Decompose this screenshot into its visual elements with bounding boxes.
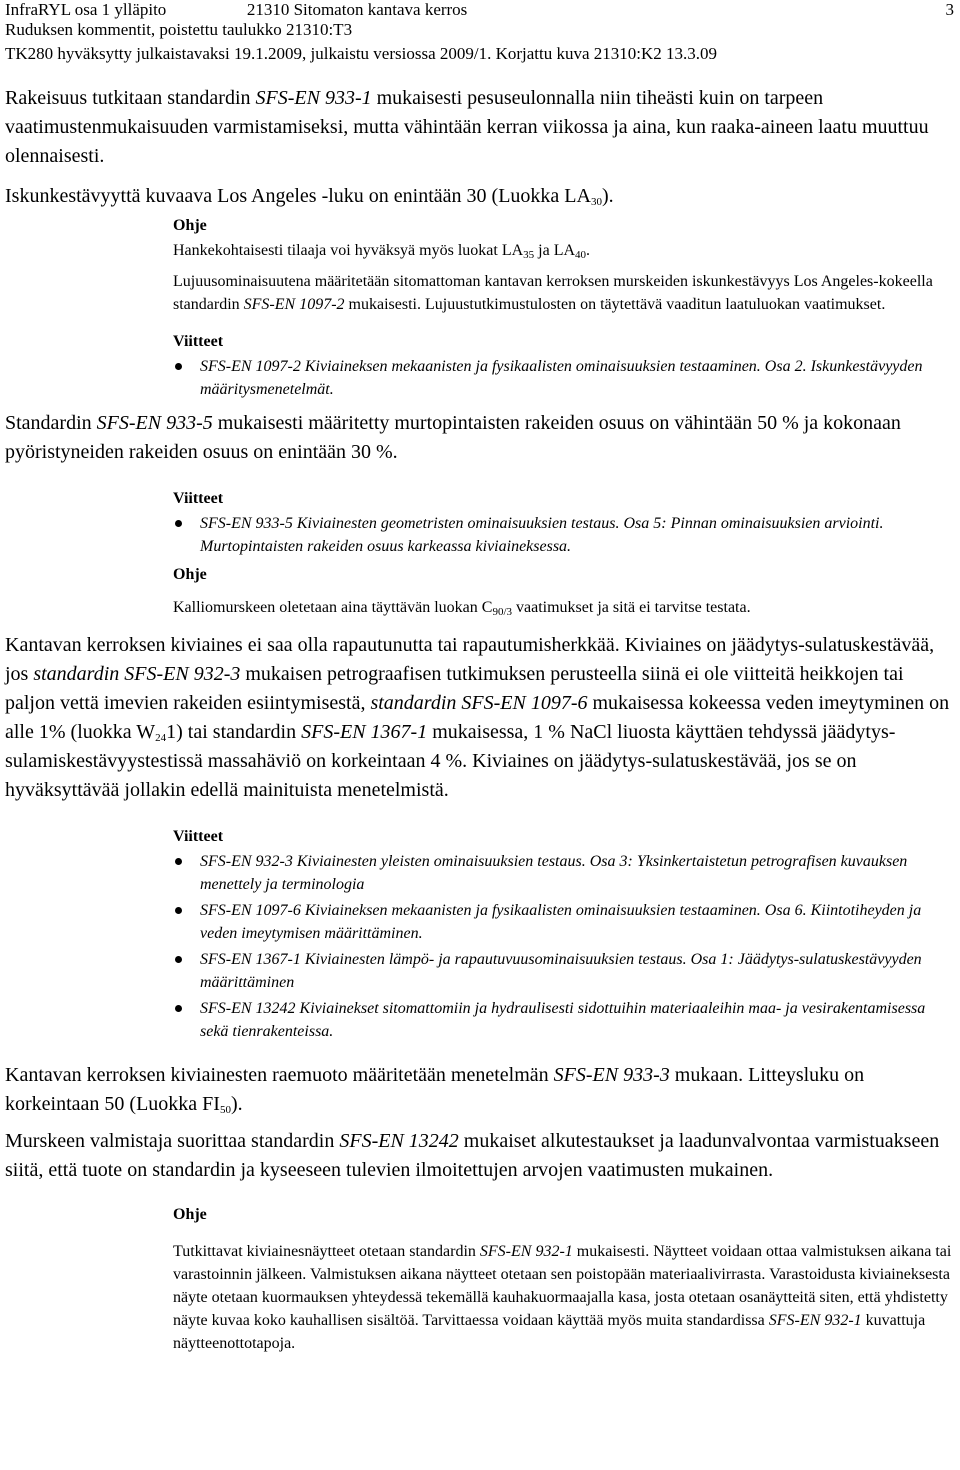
bullet-icon	[175, 363, 182, 370]
note-block-1	[173, 214, 955, 353]
paragraph-weathering: Kantavan kerroksen kiviaines ei saa olla rapautunutta tai rapautumisherkkää. Kiviaines on jäädytys-sulatuskestävää, jos standardin SFS-EN 932-3 mukaisen petrograafisen tutkimuksen perusteella siinä ei ole viitteitä heikkojen tai paljon vettä imevien rakeiden esiintymisestä, standardin SFS-EN 1097-6 mukaisessa kokeessa veden imeytyminen on alle 1% (luokka $W_{24}1$) tai standardin SFS-EN 1367-1 mukaisessa, 1 % NaCl liuosta käyttäen tehdyssä jäädytys-sulamiskestävyystestissä massahäviö on korkeintaan 4 %. Kiviaines on jäädytys-sulatuskestävää, jos se on hyväksyttävää jollakin edellä mainituista menetelmistä.	[5, 634, 950, 801]
paragraph-manufacturer-testing: Murskeen valmistaja suorittaa standardin SFS-EN 13242 mukaiset alkutestaukset ja laadunvalvontaa varmistuakseen siitä, että tuote on standardin ja kyseeseen tulevien ilmoitettujen arvojen vaatimusten mukainen.	[5, 1130, 940, 1181]
references-list-3	[173, 850, 955, 1043]
bullet-icon	[175, 858, 182, 865]
references-label: Viitteet	[173, 828, 224, 845]
header-line-1	[5, 0, 467, 20]
note-strength-text: Lujuusominaisuutena määritetään sitomattoman kantavan kerroksen murskeiden iskunkestävyys Los Angeles-kokeella standardin SFS-EN 1097-2 mukaisesti. Lujuustutkimustulosten on täytettävä vaaditun laatuluokan vaatimukset.	[173, 273, 933, 313]
paragraph-los-angeles: Iskunkestävyyttä kuvaava Los Angeles -luku on enintään 30 (Luokka $LA_{30}$).	[5, 185, 614, 208]
references-label: Viitteet	[173, 490, 224, 507]
header-publication: InfraRYL osa 1 ylläpito	[5, 0, 167, 19]
references-block-2	[173, 487, 955, 510]
paragraph-grading: Rakeisuus tutkitaan standardin SFS-EN 933-1 mukaisesti pesuseulonnalla niin tiheästi kuin on tarpeen vaatimustenmukaisuuden varmistamiseksi, mutta vähintään kerran viikossa ja aina, kun raaka-aineen laatu muuttuu olennaisesti.	[5, 87, 929, 167]
references-label: Viitteet	[173, 333, 224, 350]
note-block-2	[173, 563, 955, 619]
page-number: 3	[945, 0, 954, 19]
bullet-icon	[175, 520, 182, 527]
reference-item: SFS-EN 932-3 Kiviainesten yleisten ominaisuuksien testaus. Osa 3: Yksinkertaistetun petrografisen kuvauksen menettely ja terminologia	[173, 850, 955, 896]
note-label: Ohje	[173, 217, 207, 234]
note-text: Kalliomurskeen oletetaan aina täyttävän luokan $C_{90/3}$ vaatimukset ja sitä ei tarvitse testata.	[173, 599, 751, 618]
header-line-2: Ruduksen kommentit, poistettu taulukko 21310:T3	[5, 20, 353, 39]
reference-item: SFS-EN 1097-2 Kiviaineksen mekaanisten ja fysikaalisten ominaisuuksien testaaminen. Osa 2. Iskunkestävyyden määritysmenetelmät.	[173, 355, 955, 401]
header-section-title: 21310 Sitomaton kantava kerros	[246, 0, 468, 19]
note-text: Tutkittavat kiviainesnäytteet otetaan standardin SFS-EN 932-1 mukaisesti. Näytteet voidaan ottaa valmistuksen aikana tai varastoinnin jälkeen. Valmistuksen aikana näytteet otetaan sen poistopään materiaalivirrasta. Varastoidusta kiviaineksesta näyte otetaan kuormauksen yhteydessä tekemällä kauhakuormaajalla kasa, josta otetaan osanäytteitä siten, että yhdistetty näyte kuvaa koko kauhallisen sisältöä. Tarvittaessa voidaan käyttää myös muita standardissa SFS-EN 932-1 kuvattuja näytteenottotapoja.	[173, 1243, 952, 1352]
header-line-3: TK280 hyväksytty julkaistavaksi 19.1.2009, julkaistu versiossa 2009/1. Korjattu kuva 21310:K2 13.3.09	[5, 44, 718, 63]
references-list-1	[173, 355, 955, 401]
references-block-3	[173, 825, 955, 848]
bullet-icon	[175, 956, 182, 963]
bullet-icon	[175, 1005, 182, 1012]
note-label: Ohje	[173, 1206, 207, 1223]
bullet-icon	[175, 907, 182, 914]
reference-item: SFS-EN 933-5 Kiviainesten geometristen ominaisuuksien testaus. Osa 5: Pinnan ominaisuuksien arviointi. Murtopintaisten rakeiden osuus karkeassa kiviaineksessa.	[173, 512, 955, 558]
reference-item: SFS-EN 1097-6 Kiviaineksen mekaanisten ja fysikaalisten ominaisuuksien testaaminen. Osa 6. Kiintotiheyden ja veden imeytymisen määrittäminen.	[173, 899, 955, 945]
paragraph-flakiness: Kantavan kerroksen kiviainesten raemuoto määritetään menetelmän SFS-EN 933-3 mukaan. Litteysluku on korkeintaan 50 (Luokka $FI_{50}$).	[5, 1064, 865, 1116]
paragraph-crushed-particles: Standardin SFS-EN 933-5 mukaisesti määritetty murtopintaisten rakeiden osuus on vähintään 50 % ja kokonaan pyöristyneiden rakeiden osuus on enintään 30 %.	[5, 412, 901, 463]
note-text: Hankekohtaisesti tilaaja voi hyväksyä myös luokat $LA_{35}$ ja $LA_{40}$.	[173, 242, 591, 261]
reference-item: SFS-EN 13242 Kiviainekset sitomattomiin ja hydraulisesti sidottuihin materiaaleihin maa- ja vesirakentamisessa sekä tienrakenteissa.	[173, 997, 955, 1043]
references-list-2	[173, 512, 955, 558]
note-block-3	[173, 1203, 955, 1355]
reference-item: SFS-EN 1367-1 Kiviainesten lämpö- ja rapautuvuusominaisuuksien testaus. Osa 1: Jäädytys-sulatuskestävyyden määrittäminen	[173, 948, 955, 994]
note-label: Ohje	[173, 566, 207, 583]
document-body	[5, 84, 955, 1355]
